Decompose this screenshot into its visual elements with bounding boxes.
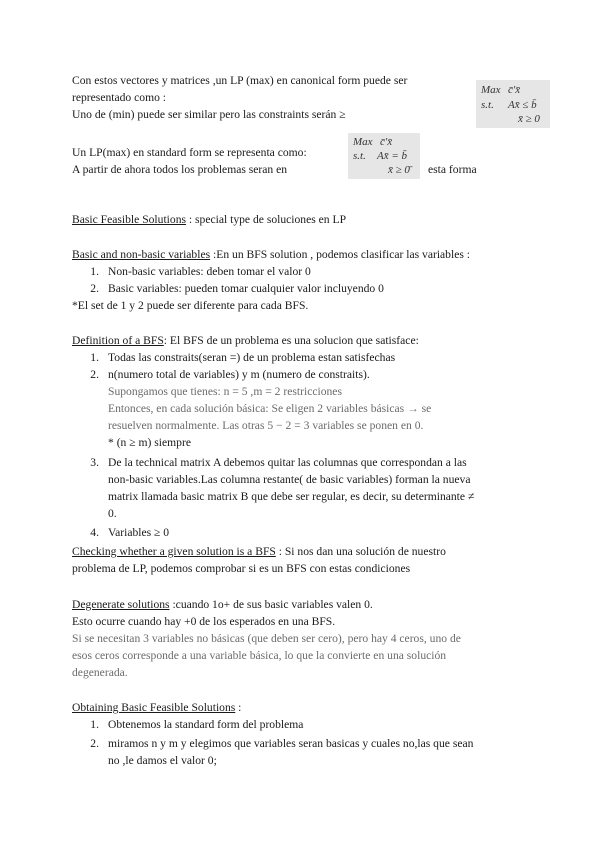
bfs-text: : special type de soluciones en LP bbox=[186, 213, 347, 226]
formula-max: Max bbox=[353, 136, 373, 148]
example-text: resuelven normalmente. Las otras 5 − 2 = 3 variables se ponen en 0. bbox=[108, 419, 424, 432]
list-item: miramos n y m y elegimos que variables seran basicas y cuales no,las que sean bbox=[108, 737, 474, 750]
formula-max: Max bbox=[481, 84, 501, 96]
list-item-continued: no ,le damos el valor 0; bbox=[108, 754, 217, 767]
formula-objective: c̄'x̄ bbox=[508, 84, 521, 96]
list-marker: 3. bbox=[90, 456, 99, 469]
definition-text: : El BFS de un problema es una solucion que satisface: bbox=[163, 334, 419, 347]
list-item-continued: non-basic variables.Las columna restante( de basic variables) forman la nueva bbox=[108, 473, 471, 486]
example-text: Entonces, en cada solución básica: Se eligen 2 variables básicas → se bbox=[108, 402, 432, 415]
list-item-continued: matrix llamada basic matrix B que debe ser regular, es decir, su determinante ≠ bbox=[108, 490, 475, 503]
formula-constraint: Ax̄ ≤ b̄ bbox=[508, 99, 537, 111]
list-marker: 2. bbox=[90, 282, 99, 295]
obtaining-heading-line bbox=[72, 699, 241, 716]
formula-st: s.t. bbox=[481, 99, 494, 111]
degenerate-title: Degenerate solutions bbox=[72, 598, 170, 611]
standard-form-formula bbox=[348, 133, 420, 179]
degenerate-example: degenerada. bbox=[72, 666, 128, 679]
intro-line-1: Con estos vectores y matrices ,un LP (max) en canonical form puede ser bbox=[72, 74, 408, 87]
formula-nonneg: x̄ ≥ 0 bbox=[518, 113, 540, 125]
degenerate-text: :cuando 1o+ de sus basic variables valen 0. bbox=[169, 598, 373, 611]
formula-nonneg: x̄ ≥ 0̄ bbox=[388, 164, 410, 176]
list-marker: 1. bbox=[90, 265, 99, 278]
standard-line-2: A partir de ahora todos los problemas seran en bbox=[72, 163, 288, 176]
list-marker: 1. bbox=[90, 718, 99, 731]
list-item: Basic variables: pueden tomar cualquier valor incluyendo 0 bbox=[108, 282, 384, 295]
checking-text: : Si nos dan una solución de nuestro bbox=[275, 545, 446, 558]
intro-line-3: Uno de (min) puede ser similar pero las constraints serán ≥ bbox=[72, 108, 346, 121]
list-item: n(numero total de variables) y m (numero de constraits). bbox=[108, 368, 370, 381]
basic-vars-text: :En un BFS solution , podemos clasificar las variables : bbox=[210, 248, 470, 261]
obtaining-text: : bbox=[235, 701, 242, 714]
degenerate-example: Si se necesitan 3 variables no básicas (que deben ser cero), pero hay 4 ceros, uno de bbox=[72, 632, 461, 645]
definition-title: Definition of a BFS bbox=[72, 334, 164, 347]
definition-heading-line bbox=[72, 332, 419, 349]
list-marker: 2. bbox=[90, 737, 99, 750]
basic-vars-note: *El set de 1 y 2 puede ser diferente para cada BFS. bbox=[72, 299, 309, 312]
standard-line-1: Un LP(max) en standard form se representa como: bbox=[72, 146, 307, 159]
obtaining-title: Obtaining Basic Feasible Solutions bbox=[72, 701, 236, 714]
standard-line-2-end: esta forma bbox=[428, 163, 477, 176]
formula-constraint: Ax̄ = b̄ bbox=[377, 150, 408, 162]
list-item: Non-basic variables: deben tomar el valor 0 bbox=[108, 265, 311, 278]
bfs-heading-line bbox=[72, 211, 346, 228]
list-item: Obtenemos la standard form del problema bbox=[108, 718, 304, 731]
list-marker: 1. bbox=[90, 351, 99, 364]
basic-vars-heading-line bbox=[72, 246, 470, 263]
list-item: De la technical matrix A debemos quitar las columnas que correspondan a las bbox=[108, 456, 467, 469]
basic-vars-title: Basic and non-basic variables bbox=[72, 248, 211, 261]
list-item: Todas las constraits(seran =) de un problema estan satisfechas bbox=[108, 351, 396, 364]
list-marker: 4. bbox=[90, 526, 99, 539]
degenerate-heading-line bbox=[72, 596, 373, 613]
note-text: * (n ≥ m) siempre bbox=[108, 436, 191, 449]
list-marker: 2. bbox=[90, 368, 99, 381]
degenerate-line-2: Esto ocurre cuando hay +0 de los esperados en una BFS. bbox=[72, 615, 336, 628]
list-item-continued: 0. bbox=[108, 507, 117, 520]
canonical-form-formula bbox=[476, 80, 550, 128]
formula-st: s.t. bbox=[353, 150, 366, 162]
bfs-title: Basic Feasible Solutions bbox=[72, 213, 187, 226]
checking-title: Checking whether a given solution is a BFS bbox=[72, 545, 276, 558]
degenerate-example: esos ceros corresponde a una variable básica, lo que la convierte en una solución bbox=[72, 649, 447, 662]
checking-line-2: problema de LP, podemos comprobar si es un BFS con estas condiciones bbox=[72, 562, 411, 575]
intro-line-2: representado como : bbox=[72, 91, 167, 104]
example-text: Supongamos que tienes: n = 5 ,m = 2 restricciones bbox=[108, 385, 342, 398]
formula-objective: c̄'x̄ bbox=[380, 136, 393, 148]
checking-heading-line bbox=[72, 543, 446, 560]
list-item: Variables ≥ 0 bbox=[108, 526, 170, 539]
